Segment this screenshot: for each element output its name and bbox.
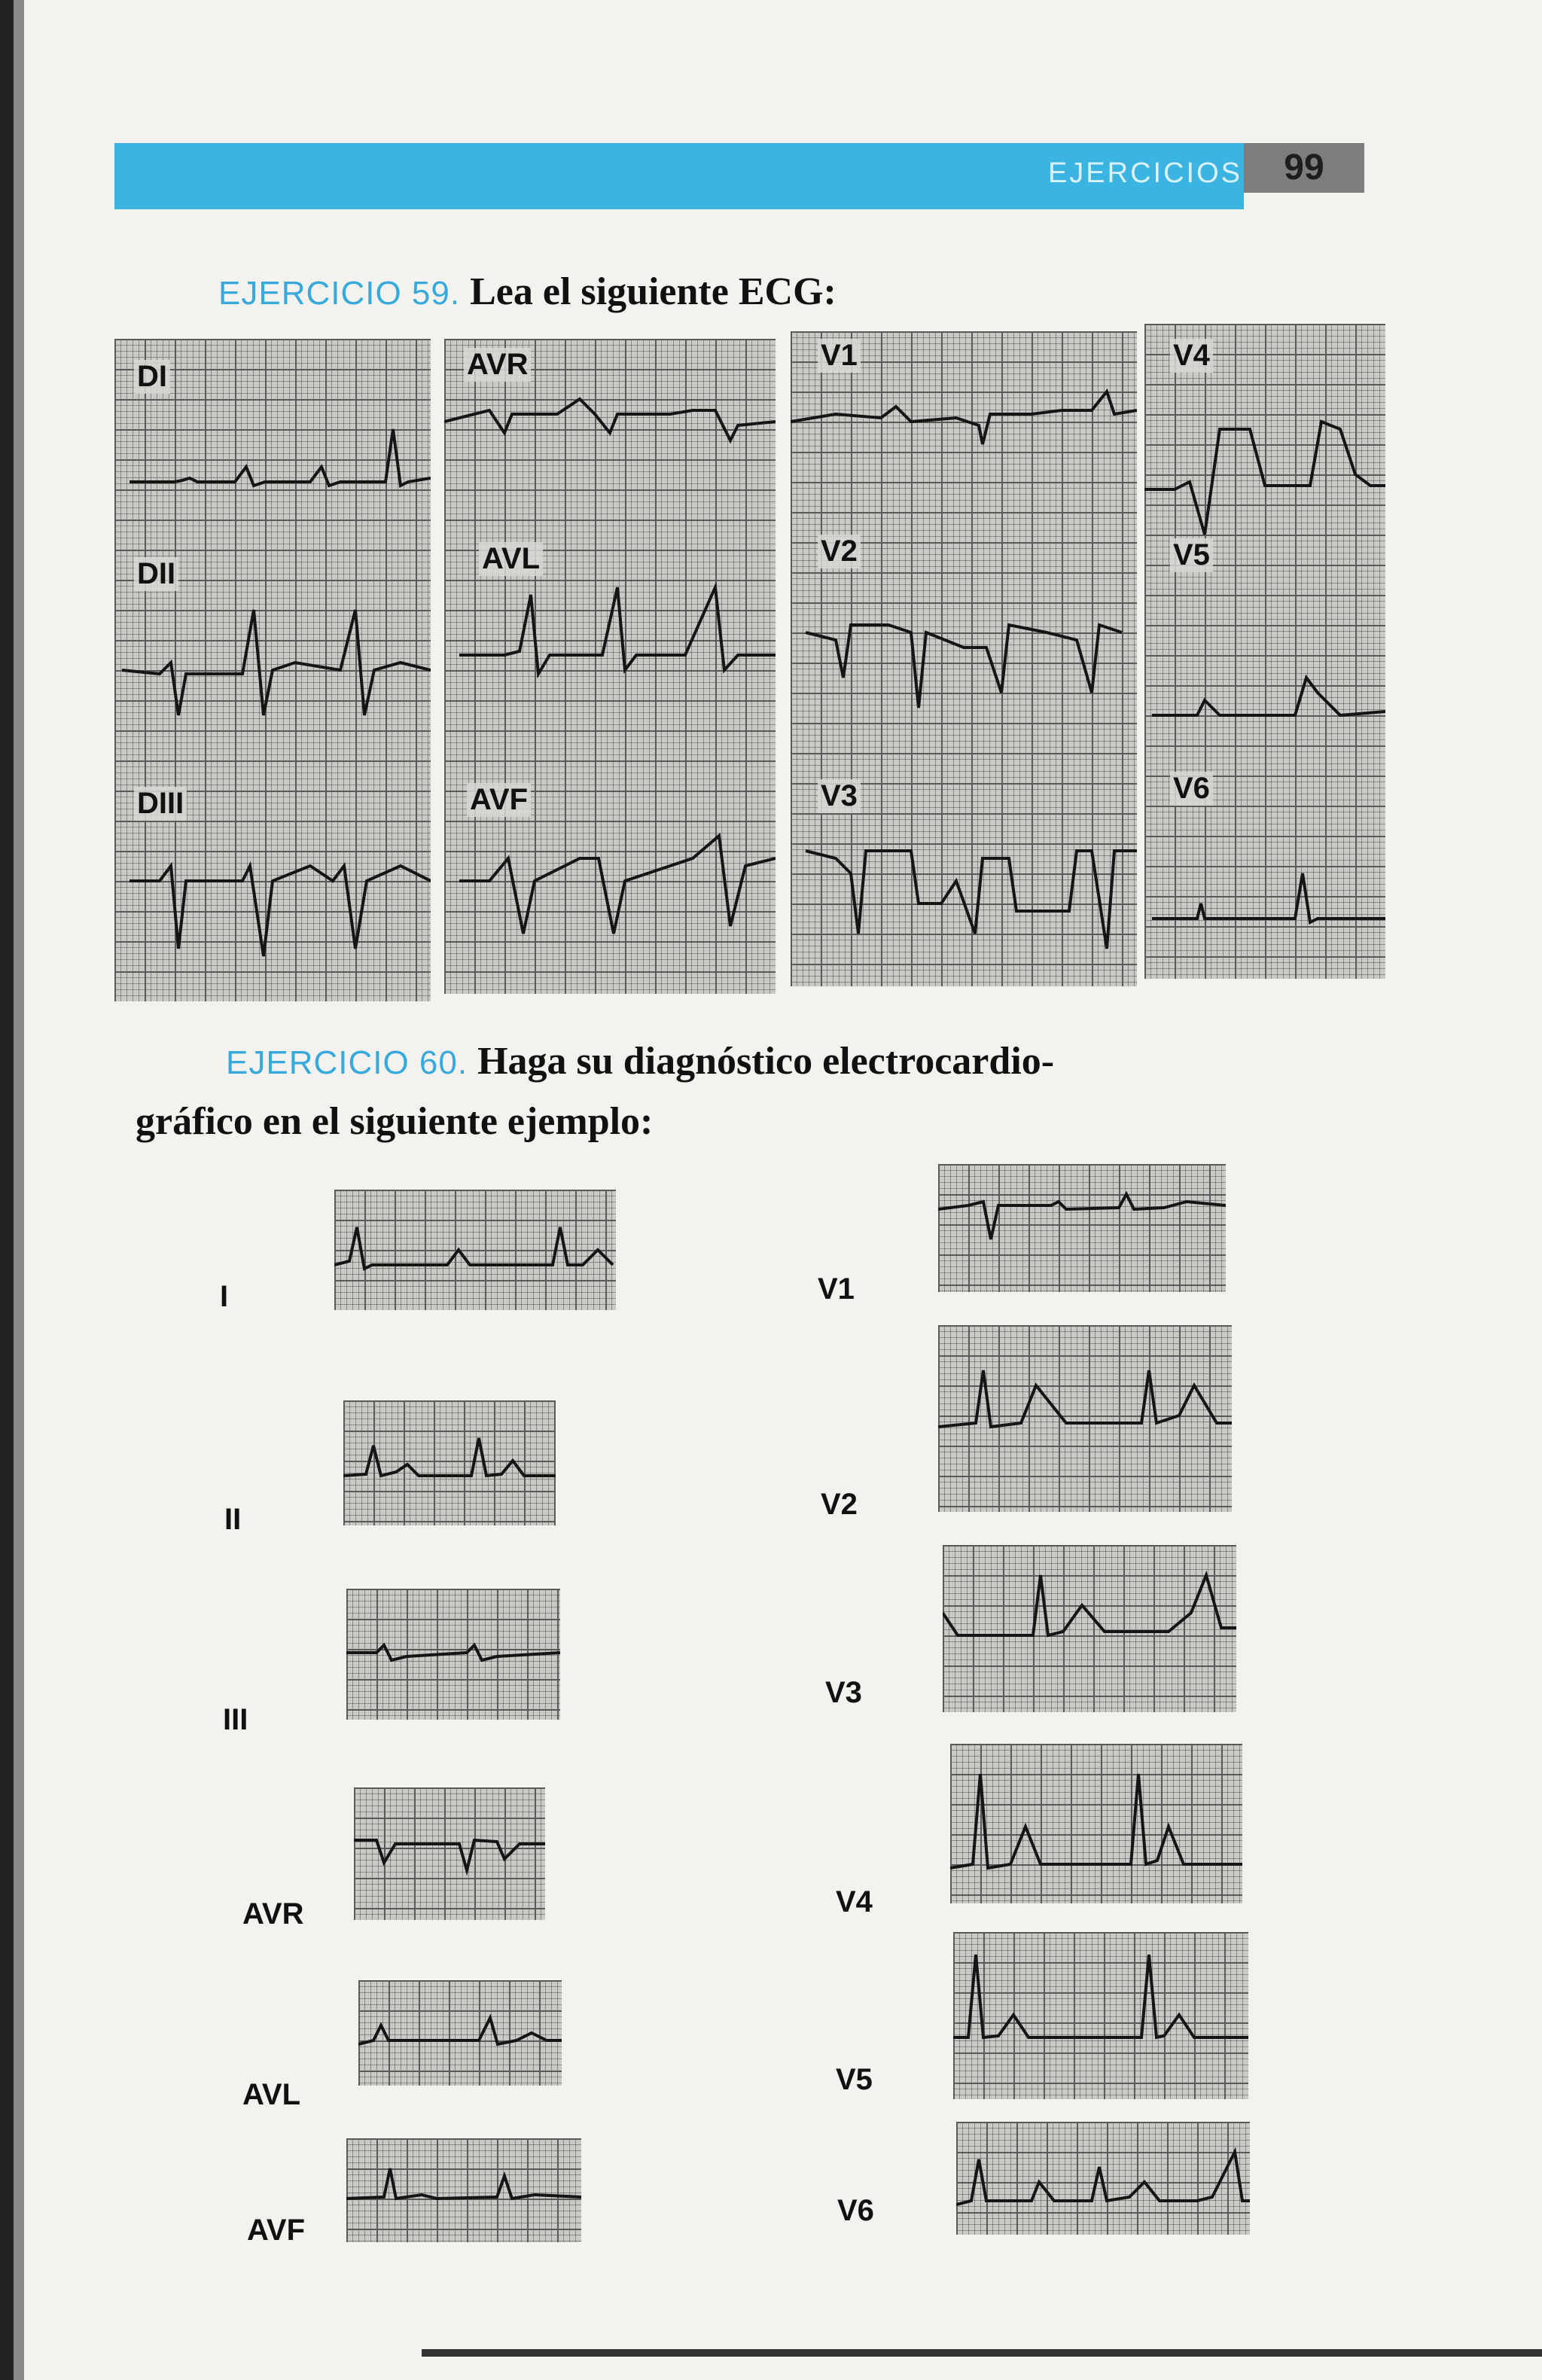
lead-label-v3: V3: [818, 779, 861, 813]
lead-label-v6: V6: [1170, 772, 1213, 806]
book-binding-edge: [14, 0, 24, 2380]
page-number: 99: [1244, 143, 1364, 193]
exercise-60-label: EJERCICIO 60.: [226, 1044, 468, 1081]
lead-label-avr: AVR: [464, 348, 531, 382]
lead-label-v5: V5: [1170, 538, 1213, 572]
lead-label-ii: II: [224, 1503, 242, 1536]
ecg-strip-iii: [346, 1589, 560, 1720]
lead-label-v3-60: V3: [825, 1676, 862, 1709]
lead-label-v5-60: V5: [836, 2063, 873, 2096]
lead-label-v2-60: V2: [821, 1488, 858, 1521]
ecg-trace-ii: [343, 1400, 556, 1525]
ecg-trace-v6: [1152, 873, 1385, 922]
page-bottom-edge: [422, 2349, 1542, 2357]
ecg-panel-limb-leads: [114, 339, 431, 1001]
ecg-trace-v5-60: [953, 1932, 1248, 2099]
ecg-trace-avl-60: [358, 1980, 562, 2086]
ecg-trace-v1: [791, 392, 1137, 444]
ecg-trace-v4: [1144, 422, 1385, 535]
ecg-trace-v2-60: [938, 1325, 1232, 1512]
ecg-strip-v6: [956, 2122, 1250, 2235]
ecg-trace-dii: [122, 610, 431, 715]
lead-label-v1: V1: [818, 339, 861, 373]
exercise-60-heading: [226, 1039, 1054, 1083]
lead-label-avr-60: AVR: [242, 1897, 304, 1931]
lead-label-avl: AVL: [479, 542, 543, 576]
lead-label-avl-60: AVL: [242, 2078, 301, 2111]
lead-label-v4: V4: [1170, 339, 1213, 373]
ecg-strip-avr: [354, 1787, 545, 1920]
lead-label-avf: AVF: [467, 783, 531, 817]
ecg-trace-avr-60: [354, 1787, 545, 1920]
ecg-trace-diii: [130, 866, 431, 956]
ecg-trace-avf: [459, 836, 776, 934]
ecg-trace-limb: [114, 339, 431, 1001]
ecg-trace-avl: [459, 587, 776, 674]
lead-label-v2: V2: [818, 535, 861, 568]
ecg-strip-ii: [343, 1400, 556, 1525]
ecg-panel-v4-v6: [1144, 324, 1385, 979]
ecg-panel-augmented-leads: [444, 339, 776, 994]
ecg-trace-v6-60: [956, 2122, 1250, 2235]
ecg-strip-v2: [938, 1325, 1232, 1512]
lead-label-v4-60: V4: [836, 1885, 873, 1918]
exercise-60-text-line2: gráfico en el siguiente ejemplo:: [136, 1100, 654, 1143]
lead-label-diii: DIII: [134, 787, 187, 821]
exercise-59-text: Lea el siguiente ECG:: [470, 270, 837, 313]
ecg-strip-v5: [953, 1932, 1248, 2099]
lead-label-iii: III: [223, 1703, 248, 1736]
ecg-trace-i: [334, 1190, 616, 1310]
ecg-trace-v3: [806, 851, 1137, 949]
ecg-trace-avr: [444, 399, 776, 440]
section-title: EJERCICIOS: [1047, 157, 1242, 189]
ecg-strip-v1: [938, 1164, 1226, 1292]
ecg-panel-v1-v3: [791, 331, 1137, 986]
ecg-trace-augmented: [444, 339, 776, 994]
ecg-trace-v2: [806, 625, 1122, 708]
lead-label-v1-60: V1: [818, 1272, 855, 1306]
ecg-trace-avf-60: [346, 2138, 581, 2242]
ecg-trace-v4-v6: [1144, 324, 1385, 979]
ecg-trace-iii: [346, 1589, 560, 1720]
exercise-59-label: EJERCICIO 59.: [218, 275, 461, 312]
ecg-trace-di: [130, 429, 431, 486]
book-binding-shadow: [0, 0, 14, 2380]
ecg-strip-avl: [358, 1980, 562, 2086]
ecg-strip-avf: [346, 2138, 581, 2242]
lead-label-dii: DII: [134, 557, 178, 591]
exercise-60-heading-line2: [136, 1099, 653, 1144]
lead-label-i: I: [220, 1280, 229, 1313]
lead-label-avf-60: AVF: [247, 2214, 306, 2247]
exercise-60-text-line1: Haga su diagnóstico electrocardio-: [477, 1040, 1055, 1083]
exercise-59-heading: [218, 270, 837, 314]
ecg-trace-v4-60: [950, 1744, 1242, 1903]
ecg-trace-v3-60: [943, 1545, 1236, 1712]
ecg-trace-v1-60: [938, 1164, 1226, 1292]
ecg-strip-i: [334, 1190, 616, 1310]
lead-label-v6-60: V6: [837, 2194, 874, 2227]
ecg-strip-v4: [950, 1744, 1242, 1903]
lead-label-di: DI: [134, 360, 170, 394]
ecg-trace-v5: [1152, 678, 1385, 715]
ecg-trace-v1-v3: [791, 331, 1137, 986]
ecg-strip-v3: [943, 1545, 1236, 1712]
